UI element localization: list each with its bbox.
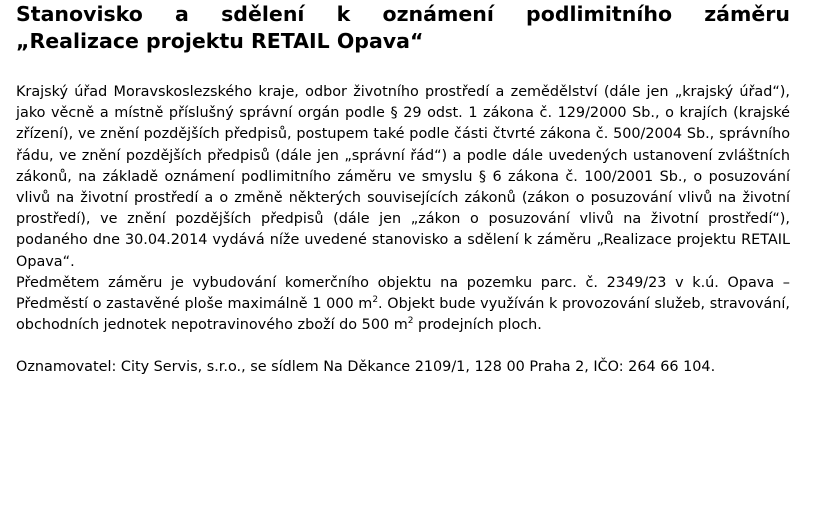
superscript-squared-1: 2 bbox=[372, 295, 379, 306]
project-description-text-b: . Objekt bude využíván k provozování služeb, stravování, obchodních jednotek nepotravinového zboží do 500 m bbox=[16, 296, 790, 334]
title-line-2: „Realizace projektu RETAIL Opava“ bbox=[16, 29, 424, 53]
superscript-squared-2: 2 bbox=[407, 316, 414, 327]
document-title bbox=[16, 0, 790, 55]
project-description-text-c: prodejních ploch. bbox=[413, 317, 542, 334]
project-description-text-a: Předmětem záměru je vybudování komerčního objektu na pozemku parc. č. 2349/23 v k.ú. Opava – Předměstí o zastavěné ploše maximálně 1 000 m bbox=[16, 274, 790, 313]
title-line-1: Stanovisko a sdělení k oznámení podlimitního záměru bbox=[16, 2, 790, 26]
project-description-paragraph bbox=[16, 273, 790, 337]
notifier-paragraph: Oznamovatel: City Servis, s.r.o., se sídlem Na Děkance 2109/1, 128 00 Praha 2, IČO: 264 66 104. bbox=[16, 359, 716, 376]
document bbox=[16, 0, 790, 379]
intro-paragraph: Krajský úřad Moravskoslezského kraje, odbor životního prostředí a zemědělství (dále jen „krajský úřad“), jako věcně a místně příslušný správní orgán podle § 29 odst. 1 zákona č. 129/2000 Sb., o krajích (krajské zřízení), ve znění pozdějších předpisů, postupem také podle části čtvrté zákona č. 500/2004 Sb., správního řádu, ve znění pozdějších předpisů (dále jen „správní řád“) a podle dále uvedených ustanovení zvláštních zákonů, na základě oznámení podlimitního záměru ve smyslu § 6 zákona č. 100/2001 Sb., o posuzování vlivů na životní prostředí a o změně některých souvisejících zákonů (zákon o posuzování vlivů na životní prostředí), ve znění pozdějších předpisů (dále jen „zákon o posuzování vlivů na životní prostředí“), podaného dne 30.04.2014 vydává níže uvedené stanovisko a sdělení k záměru „Realizace projektu RETAIL Opava“. bbox=[16, 84, 790, 270]
